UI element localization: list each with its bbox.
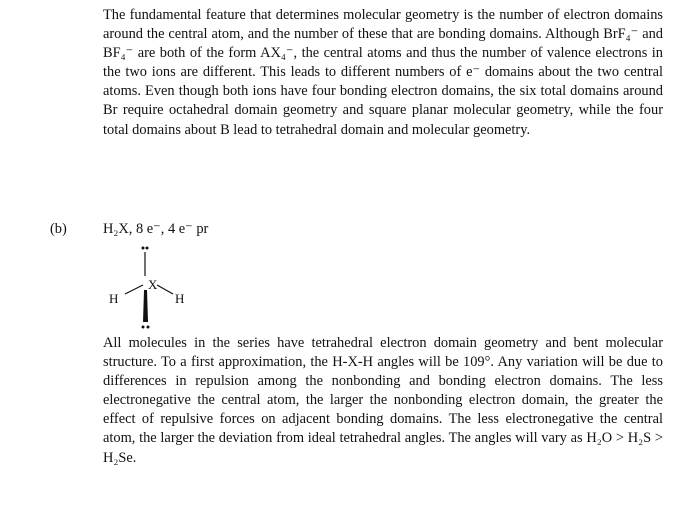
top-lone-pair-dot	[146, 247, 149, 250]
formula-line: H₂X, 8 e⁻, 4 e⁻ pr	[103, 221, 209, 237]
bottom-lone-pair-dot	[142, 326, 145, 329]
left-hydrogen-label: H	[109, 291, 119, 306]
explanation-paragraph-a: The fundamental feature that determines molecular geometry is the number of electron domains around the central atom, and the number of these that are bonding domains. Although BrF₄⁻ and BF₄⁻ are both of the form AX₄⁻, the central atoms and thus the number of valence electrons in the two ions are different. This leads to different numbers of e⁻ domains about the two central atoms. Even though both ions have four bonding electron domains, the six total domains around Br require octahedral domain geometry and square planar molecular geometry, while the four total domains about B lead to tetrahedral domain and molecular geometry.	[103, 7, 663, 138]
bond-line-left	[125, 285, 143, 294]
bottom-lone-pair-dot	[147, 326, 150, 329]
part-label: (b)	[50, 221, 67, 237]
lewis-structure-diagram	[103, 240, 223, 334]
top-lone-pair-dot	[142, 247, 145, 250]
wedge-bond-bottom	[143, 290, 148, 322]
central-atom-label: X	[148, 277, 158, 292]
right-hydrogen-label: H	[175, 291, 185, 306]
explanation-paragraph-b: All molecules in the series have tetrahedral electron domain geometry and bent molecular structure. To a first approximation, the H-X-H angles will be 109°. Any variation will be due to differences in repulsion among the nonbonding and bonding electron domains. The less electronegative the central atom, the larger the nonbonding electron domain, the greater the effect of repulsive forces on adjacent bonding domains. The less electronegative the central atom, the larger the deviation from ideal tetrahedral angles. The angles will vary as H₂O > H₂S > H₂Se.	[103, 335, 663, 466]
bond-line-right	[157, 285, 173, 294]
